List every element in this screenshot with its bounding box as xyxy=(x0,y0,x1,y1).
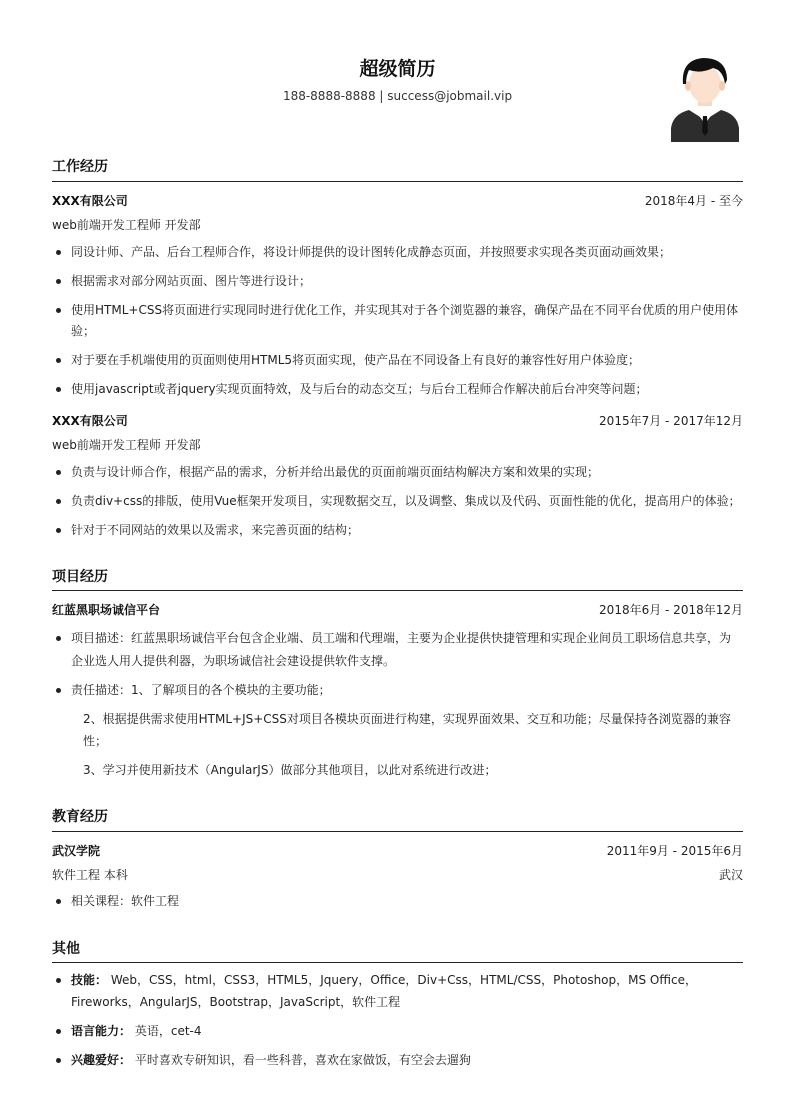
section-divider xyxy=(52,962,743,963)
list-item: 相关课程：软件工程 xyxy=(52,891,743,912)
list-item: 对于要在手机端使用的页面则使用HTML5将页面实现，使产品在不同设备上有良好的兼容性好用户体验度； xyxy=(52,350,743,371)
job-date: 2015年7月 - 2017年12月 xyxy=(599,414,743,428)
company-name: XXX有限公司 xyxy=(52,414,128,428)
avatar-icon xyxy=(669,54,741,142)
list-item-continuation: 验； xyxy=(71,324,96,338)
hobby-item xyxy=(52,1050,743,1071)
skills-value: Web，CSS，html，CSS3，HTML5，Jquery，Office，Div+Css，HTML/CSS，Photoshop，MS Office， xyxy=(110,973,697,987)
section-divider xyxy=(52,831,743,832)
major-degree: 软件工程 本科 xyxy=(52,868,128,882)
bullet-icon xyxy=(56,1029,61,1034)
school-name: 武汉学院 xyxy=(52,844,101,858)
list-item: 同设计师、产品、后台工程师合作，将设计师提供的设计图转化成静态页面，并按照要求实现各类页面动画效果； xyxy=(52,242,743,263)
section-divider xyxy=(52,590,743,591)
project-date: 2018年6月 - 2018年12月 xyxy=(599,603,743,617)
list-item: 负责div+css的排版，使用Vue框架开发项目，实现数据交互，以及调整、集成以及代码、页面性能的优化，提高用户的体验； xyxy=(52,491,743,512)
section-title-project: 项目经历 xyxy=(52,569,108,585)
bullet-icon xyxy=(56,470,61,475)
list-item: 根据需求对部分网站页面、图片等进行设计； xyxy=(52,271,743,292)
sub-item: 2、根据提供需求使用HTML+JS+CSS对项目各模块页面进行构建，实现界面效果、交互和功能；尽量保持各浏览器的兼容 xyxy=(83,712,731,726)
list-item: 使用javascript或者jquery实现页面特效，及与后台的动态交互；与后台工程师合作解决前后台冲突等问题； xyxy=(52,379,743,400)
contact-info: 188-8888-8888 | success@jobmail.vip xyxy=(282,89,513,103)
list-item: 使用HTML+CSS将页面进行实现同时进行优化工作，并实现其对于各个浏览器的兼容，确保产品在不同平台优质的用户使用体 xyxy=(52,300,743,321)
skills-item xyxy=(52,970,743,991)
job-role: web前端开发工程师 开发部 xyxy=(52,218,201,232)
list-item: 负责与设计师合作，根据产品的需求，分析并给出最优的页面前端页面结构解决方案和效果的实现； xyxy=(52,462,743,483)
list-item: 项目描述：红蓝黑职场诚信平台包含企业端、员工端和代理端，主要为企业提供快捷管理和实现企业间员工职场信息共享，为 xyxy=(52,628,743,649)
list-item: 责任描述：1、了解项目的各个模块的主要功能； xyxy=(52,680,743,701)
section-title-education: 教育经历 xyxy=(52,809,108,825)
bullet-icon xyxy=(56,308,61,313)
job-header xyxy=(52,412,743,430)
resume-name: 超级简历 xyxy=(359,58,436,80)
hobby-value: 平时喜欢专研知识，看一些科普，喜欢在家做饭，有空会去遛狗 xyxy=(134,1053,471,1067)
sub-item-continuation: 性； xyxy=(83,734,108,748)
project-name: 红蓝黑职场诚信平台 xyxy=(52,603,161,617)
education-detail xyxy=(52,866,743,884)
bullet-icon xyxy=(56,528,61,533)
job-header xyxy=(52,192,743,210)
job-role: web前端开发工程师 开发部 xyxy=(52,438,201,452)
skills-label: 技能： xyxy=(71,973,108,987)
bullet-icon xyxy=(56,1058,61,1063)
language-value: 英语，cet-4 xyxy=(134,1024,202,1038)
list-item: 针对于不同网站的效果以及需求，来完善页面的结构； xyxy=(52,520,743,541)
section-title-other: 其他 xyxy=(52,941,80,957)
resume-page xyxy=(52,0,743,1107)
bullet-icon xyxy=(56,636,61,641)
education-city: 武汉 xyxy=(718,868,743,882)
bullet-icon xyxy=(56,978,61,983)
bullet-icon xyxy=(56,499,61,504)
job-date: 2018年4月 - 至今 xyxy=(644,194,743,208)
bullet-icon xyxy=(56,899,61,904)
section-title-work: 工作经历 xyxy=(52,159,108,175)
list-item-continuation: 企业选人用人提供利器，为职场诚信社会建设提供软件支撑。 xyxy=(71,654,396,668)
skills-continuation: Fireworks，AngularJS，Bootstrap，JavaScript，软件工程 xyxy=(71,995,401,1009)
bullet-icon xyxy=(56,250,61,255)
company-name: XXX有限公司 xyxy=(52,194,128,208)
project-header xyxy=(52,601,743,619)
sub-item: 3、学习并使用新技术（AngularJS）做部分其他项目，以此对系统进行改进； xyxy=(83,763,497,777)
language-item xyxy=(52,1021,743,1042)
bullet-icon xyxy=(56,358,61,363)
section-divider xyxy=(52,181,743,182)
education-header xyxy=(52,842,743,860)
bullet-icon xyxy=(56,688,61,693)
education-date: 2011年9月 - 2015年6月 xyxy=(606,844,743,858)
hobby-label: 兴趣爱好： xyxy=(71,1053,132,1067)
language-label: 语言能力： xyxy=(71,1024,132,1038)
bullet-icon xyxy=(56,387,61,392)
bullet-icon xyxy=(56,279,61,284)
